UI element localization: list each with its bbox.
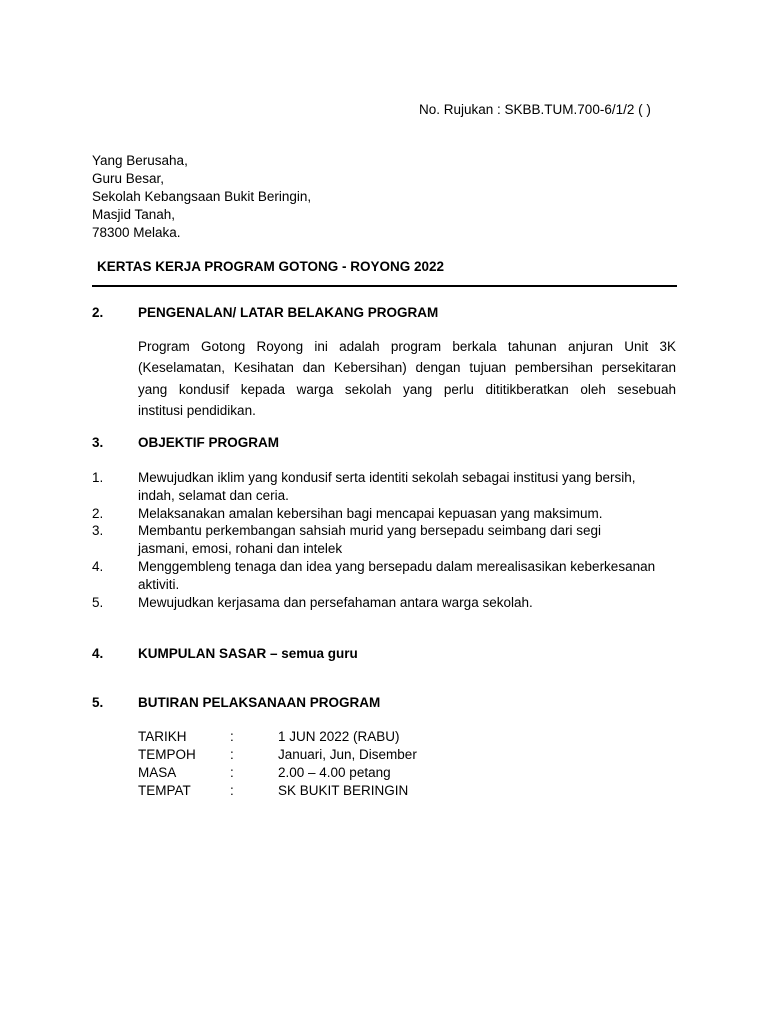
section-heading-intro: PENGENALAN/ LATAR BELAKANG PROGRAM xyxy=(138,305,439,320)
section-heading-objective: OBJEKTIF PROGRAM xyxy=(138,435,280,450)
section-number: 4. xyxy=(92,646,104,661)
list-item-text: Melaksanakan amalan kebersihan bagi mencapai kepuasan yang maksimum. xyxy=(138,506,603,521)
section-number: 5. xyxy=(92,695,104,710)
title-underline xyxy=(92,285,677,287)
address-line: Masjid Tanah, xyxy=(92,207,176,222)
list-item-number: 4. xyxy=(92,559,104,574)
list-item-number: 3. xyxy=(92,523,104,538)
list-item-text: indah, selamat dan ceria. xyxy=(138,488,289,503)
details-value: SK BUKIT BERINGIN xyxy=(278,783,409,798)
details-colon: : xyxy=(230,765,234,780)
list-item-text: Menggembleng tenaga dan idea yang bersepadu dalam merealisasikan keberkesanan xyxy=(138,559,656,574)
details-colon: : xyxy=(230,729,234,744)
list-item-text: Mewujudkan kerjasama dan persefahaman antara warga sekolah. xyxy=(138,595,533,610)
details-value: 1 JUN 2022 (RABU) xyxy=(278,729,400,744)
details-label: MASA xyxy=(138,765,177,780)
details-value: Januari, Jun, Disember xyxy=(278,747,417,762)
paragraph-line: Program Gotong Royong ini adalah program berkala tahunan anjuran Unit 3K xyxy=(138,339,676,354)
reference-number: No. Rujukan : SKBB.TUM.700-6/1/2 ( ) xyxy=(419,102,651,117)
details-label: TEMPAT xyxy=(138,783,191,798)
list-item-number: 1. xyxy=(92,470,104,485)
paragraph-line: institusi pendidikan. xyxy=(138,402,256,418)
section-heading-details: BUTIRAN PELAKSANAAN PROGRAM xyxy=(138,695,381,710)
list-item-number: 2. xyxy=(92,506,104,521)
details-colon: : xyxy=(230,747,234,762)
details-label: TARIKH xyxy=(138,729,187,744)
details-label: TEMPOH xyxy=(138,747,196,762)
list-item-text: Mewujudkan iklim yang kondusif serta identiti sekolah sebagai institusi yang bersih, xyxy=(138,470,636,485)
paragraph-line: (Keselamatan, Kesihatan dan Kebersihan) dengan tujuan pembersihan persekitaran xyxy=(138,360,676,376)
document-title: KERTAS KERJA PROGRAM GOTONG - ROYONG 2022 xyxy=(97,259,445,274)
details-value: 2.00 – 4.00 petang xyxy=(278,765,391,780)
intro-paragraph xyxy=(138,336,676,421)
list-item-text: aktiviti. xyxy=(138,577,180,592)
section-heading-target: KUMPULAN SASAR – semua guru xyxy=(138,646,358,661)
address-line: Sekolah Kebangsaan Bukit Beringin, xyxy=(92,189,312,204)
section-number: 3. xyxy=(92,435,104,450)
address-line: Yang Berusaha, xyxy=(92,153,188,168)
list-item-number: 5. xyxy=(92,595,104,610)
list-item-text: Membantu perkembangan sahsiah murid yang bersepadu seimbang dari segi xyxy=(138,523,602,538)
details-colon: : xyxy=(230,783,234,798)
list-item-text: jasmani, emosi, rohani dan intelek xyxy=(138,541,343,556)
address-line: 78300 Melaka. xyxy=(92,225,181,240)
paragraph-line: yang kondusif kepada warga sekolah yang perlu dititikberatkan oleh sesebuah xyxy=(138,381,676,397)
section-number: 2. xyxy=(92,305,104,320)
address-line: Guru Besar, xyxy=(92,171,165,186)
